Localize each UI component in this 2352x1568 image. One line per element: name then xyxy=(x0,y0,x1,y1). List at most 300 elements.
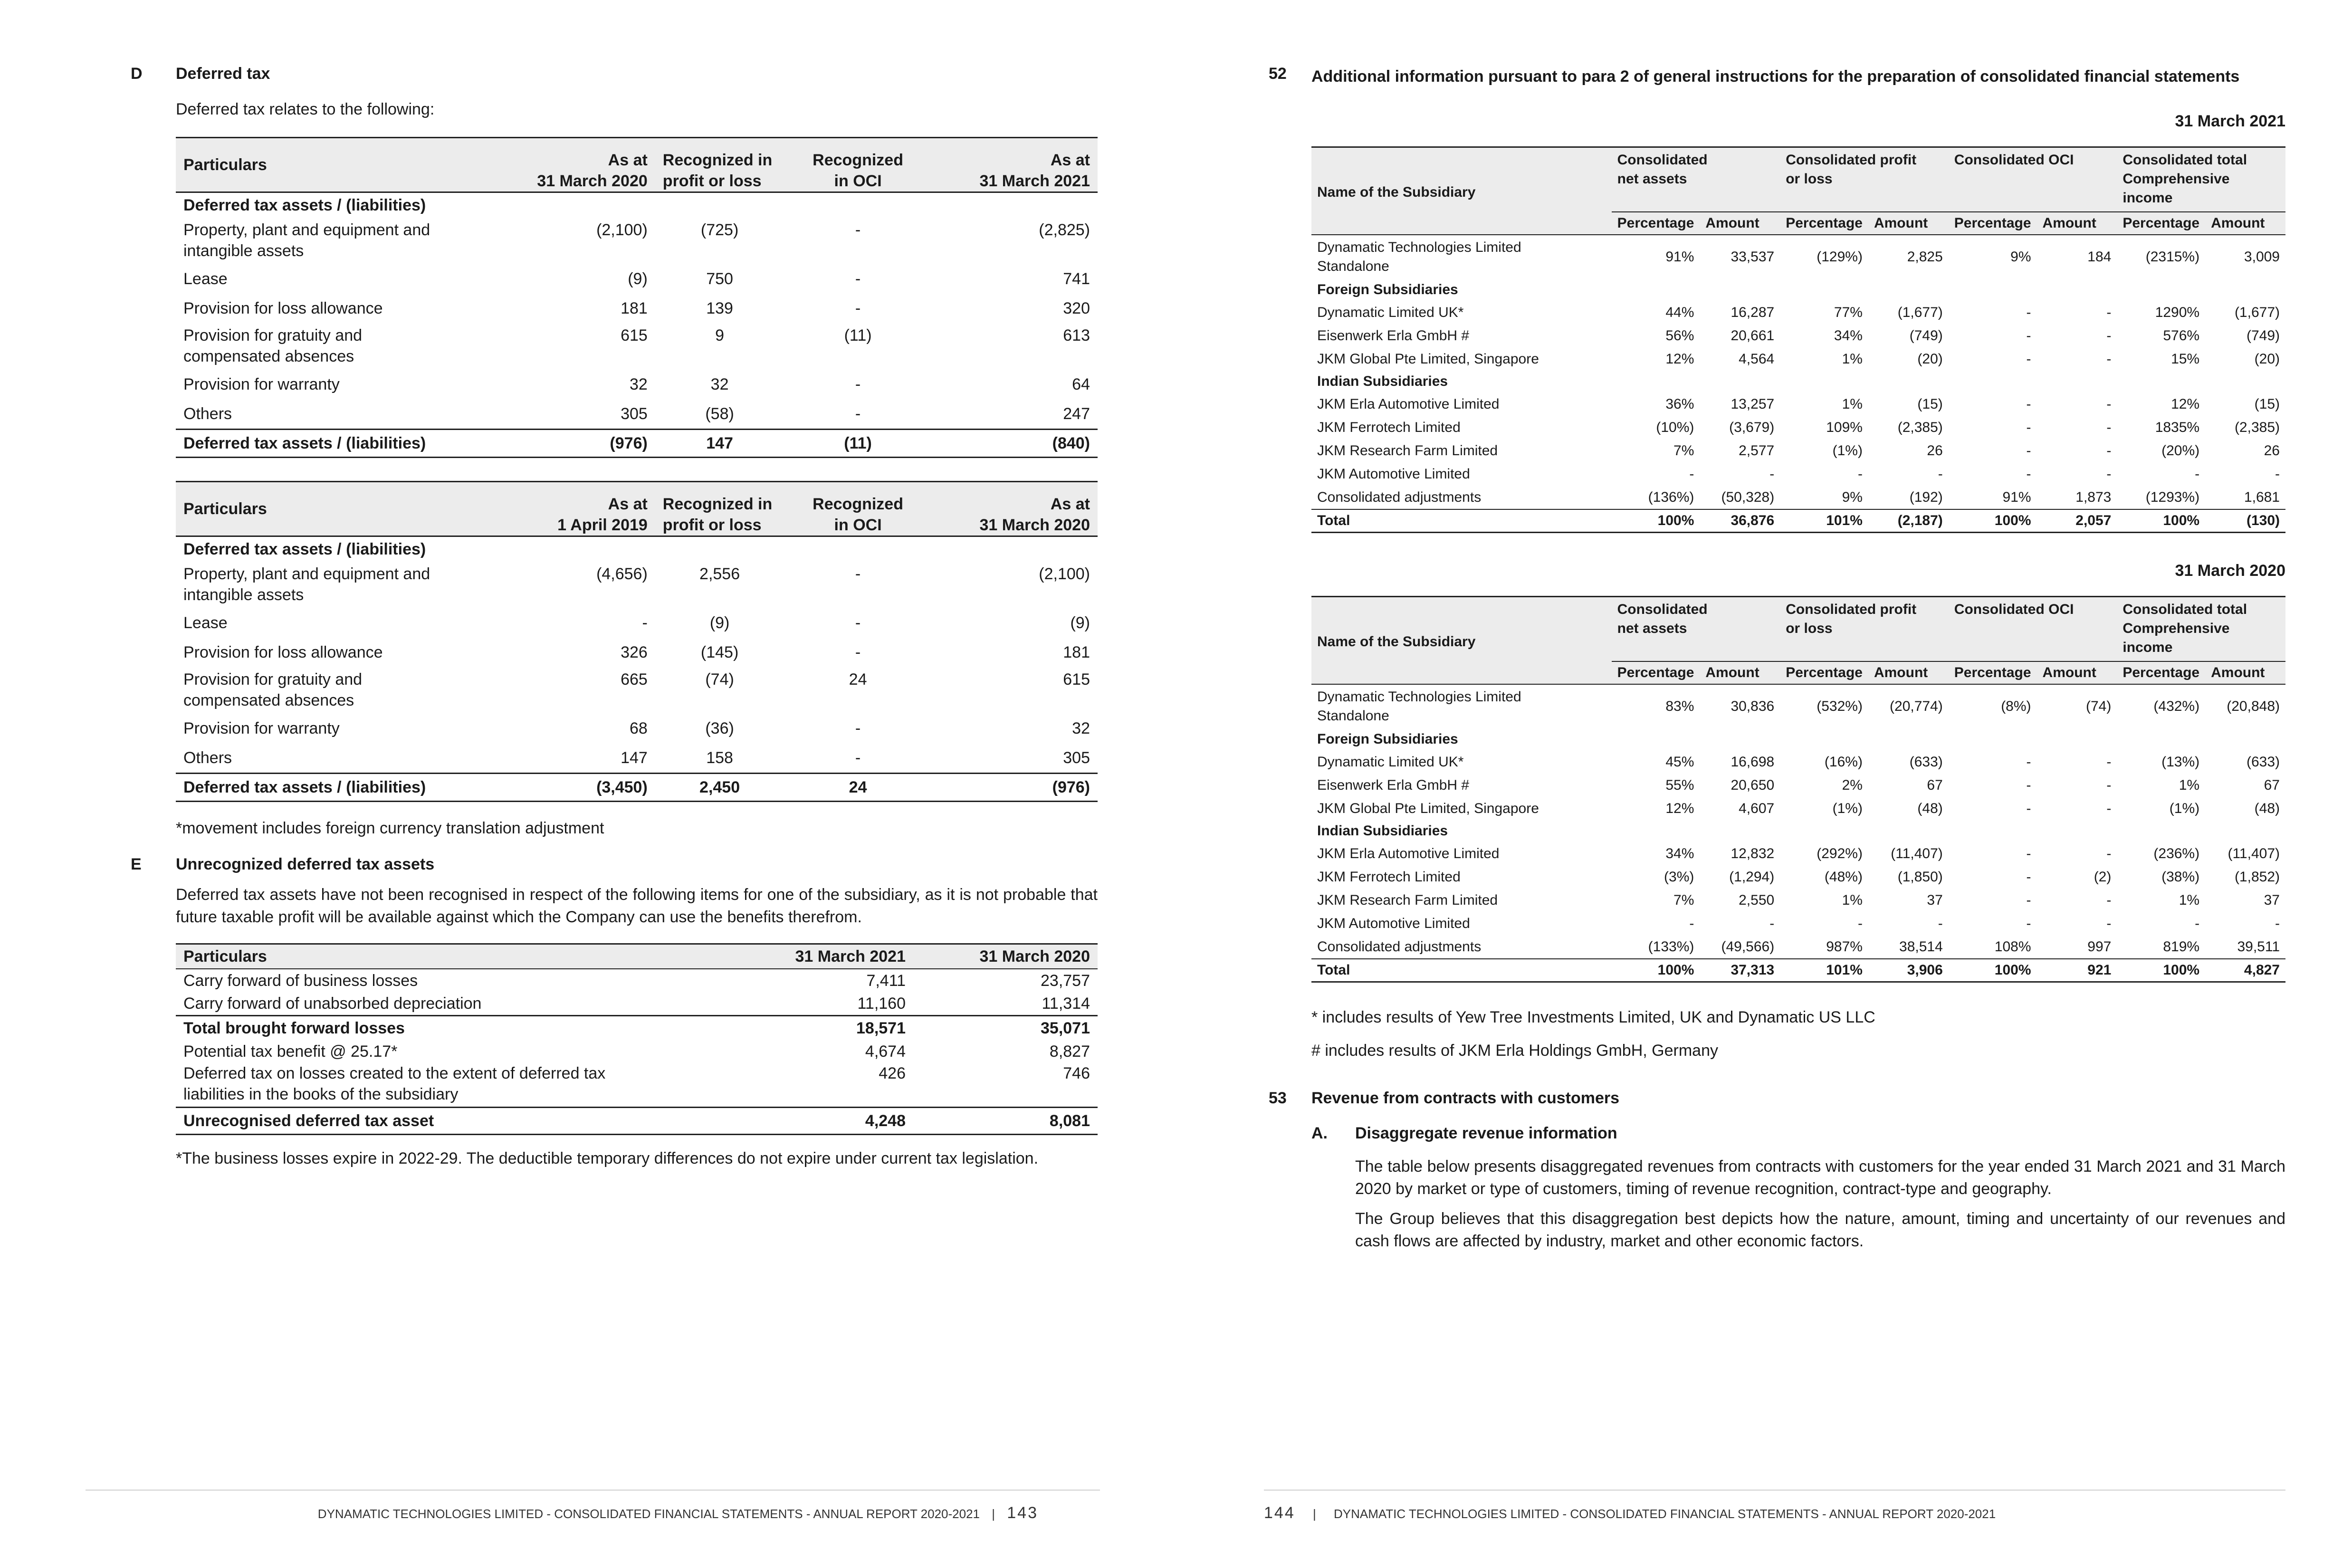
value-cell: - xyxy=(855,613,861,632)
amount-cell: - xyxy=(2275,466,2280,482)
subsidiary-name: Eisenwerk Erla GmbH # xyxy=(1317,327,1470,344)
column-header: As at 31 March 2020 xyxy=(517,138,655,192)
percentage-cell: (532%) xyxy=(1817,698,1863,714)
value-cell: 147 xyxy=(621,748,648,767)
table-row xyxy=(1311,774,2285,797)
subsidiary-name: Dynamatic Limited UK* xyxy=(1317,304,1464,320)
percentage-cell: - xyxy=(2026,777,2031,793)
expiry-note: *The business losses expire in 2022-29. The deductible temporary differences do not expire under current tax legislation. xyxy=(176,1149,1039,1167)
value-cell: (74) xyxy=(705,670,734,688)
value-cell: 8,827 xyxy=(1049,1042,1090,1061)
amount-header: Amount xyxy=(1868,212,1949,235)
footnote-hash: # includes results of JKM Erla Holdings GmbH, Germany xyxy=(1311,1042,1718,1060)
amount-header: Amount xyxy=(2205,212,2285,235)
period-2020: 31 March 2020 xyxy=(2175,562,2285,580)
right-page-number: 144 xyxy=(1264,1504,1295,1522)
value-cell: - xyxy=(855,719,861,737)
amount-cell: - xyxy=(2106,304,2112,320)
percentage-cell: 9% xyxy=(2010,249,2031,265)
amount-cell: (1,677) xyxy=(1897,304,1943,320)
amount-cell: 36,876 xyxy=(1700,509,1780,533)
column-header: Name of the Subsidiary xyxy=(1311,597,1612,685)
row-label: Provision for loss allowance xyxy=(183,643,383,661)
percentage-cell: 12% xyxy=(1665,351,1694,367)
group-header: Consolidated total Comprehensive income xyxy=(2117,147,2285,212)
amount-cell: 26 xyxy=(1927,442,1943,459)
table-row xyxy=(176,743,1098,774)
total-value: (11) xyxy=(784,430,931,458)
value-cell: 158 xyxy=(706,748,733,767)
table-row xyxy=(176,562,1098,608)
subsidiary-name: Consolidated adjustments xyxy=(1317,938,1482,955)
percentage-cell: 1% xyxy=(1842,396,1863,412)
row-label: Lease xyxy=(183,269,228,288)
table-row xyxy=(176,399,1098,430)
amount-cell: 1,873 xyxy=(2075,489,2112,505)
percentage-cell: 1290% xyxy=(2155,304,2200,320)
total-label: Deferred tax assets / (liabilities) xyxy=(176,430,517,458)
percentage-header: Percentage xyxy=(1612,212,1700,235)
table-row xyxy=(1311,865,2285,889)
percentage-cell: 91% xyxy=(2002,489,2031,505)
subsidiary-name: Dynamatic Technologies Limited Standalone xyxy=(1317,689,1521,724)
note53-number: 53 xyxy=(1269,1089,1287,1107)
percentage-cell: (292%) xyxy=(1817,845,1863,861)
section-row xyxy=(1311,371,2285,392)
amount-cell: (2,385) xyxy=(1897,419,1943,435)
table-row xyxy=(1311,912,2285,935)
amount-cell: 13,257 xyxy=(1731,396,1775,412)
table-row xyxy=(1311,439,2285,462)
subsidiary-name: JKM Research Farm Limited xyxy=(1317,892,1498,908)
note52-title: Additional information pursuant to para 2 of general instructions for the preparation of consolidated financial statements xyxy=(1311,67,2240,86)
table-row xyxy=(1311,486,2285,509)
section-row xyxy=(1311,279,2285,301)
amount-cell: 1,681 xyxy=(2244,489,2280,505)
section-row xyxy=(1311,820,2285,842)
amount-cell: (1,677) xyxy=(2234,304,2280,320)
value-cell: (58) xyxy=(705,404,734,423)
value-cell: (2,825) xyxy=(1039,221,1090,239)
percentage-cell: (13%) xyxy=(2161,754,2200,770)
value-cell: - xyxy=(855,748,861,767)
amount-cell: (2,187) xyxy=(1868,509,1949,533)
percentage-cell: - xyxy=(2026,915,2031,931)
section-d-letter: D xyxy=(131,65,143,83)
value-cell: 746 xyxy=(1063,1064,1090,1082)
table-row xyxy=(1311,416,2285,439)
table-header-row xyxy=(176,944,1098,969)
column-header: Particulars xyxy=(176,944,729,969)
subsidiary-name: JKM Ferrotech Limited xyxy=(1317,419,1461,435)
percentage-cell: 100% xyxy=(1949,959,2037,982)
percentage-cell: 7% xyxy=(1673,892,1694,908)
percentage-cell: 55% xyxy=(1665,777,1694,793)
percentage-header: Percentage xyxy=(1780,212,1868,235)
amount-cell: - xyxy=(2106,466,2112,482)
percentage-cell: (1%) xyxy=(2169,800,2200,816)
right-footer xyxy=(1264,1504,1996,1522)
amount-cell: (130) xyxy=(2205,509,2285,533)
value-cell: - xyxy=(642,613,648,632)
amount-cell: (1,850) xyxy=(1897,869,1943,885)
subsidiary-name: JKM Automotive Limited xyxy=(1317,466,1470,482)
section-label: Deferred tax assets / (liabilities) xyxy=(183,540,426,558)
percentage-cell: - xyxy=(2026,327,2031,344)
percentage-cell: 1835% xyxy=(2155,419,2200,435)
amount-cell: (1,294) xyxy=(1729,869,1775,885)
amount-header: Amount xyxy=(1700,661,1780,684)
percentage-cell: - xyxy=(1689,915,1694,931)
column-header: Recognized in profit or loss xyxy=(655,482,784,536)
amount-cell: 2,550 xyxy=(1739,892,1775,908)
amount-cell: - xyxy=(1769,466,1775,482)
table-row xyxy=(176,992,1098,1016)
table-row xyxy=(1311,324,2285,347)
column-header: Recognized in profit or loss xyxy=(655,138,784,192)
note52-number: 52 xyxy=(1269,65,1287,83)
amount-cell: (749) xyxy=(2246,327,2280,344)
value-cell: 741 xyxy=(1063,269,1090,288)
row-label: Potential tax benefit @ 25.17* xyxy=(183,1042,398,1061)
percentage-header: Percentage xyxy=(1780,661,1868,684)
amount-cell: 67 xyxy=(2264,777,2280,793)
movement-note: *movement includes foreign currency translation adjustment xyxy=(176,819,604,837)
total-value: (840) xyxy=(932,430,1098,458)
value-cell: 23,757 xyxy=(1041,971,1090,990)
amount-cell: (74) xyxy=(2086,698,2112,714)
amount-cell: (49,566) xyxy=(1721,938,1775,955)
amount-cell: (20,848) xyxy=(2227,698,2280,714)
footer-rule xyxy=(86,1490,1100,1491)
amount-cell: (15) xyxy=(1917,396,1943,412)
table-header-row xyxy=(1311,147,2285,212)
amount-header: Amount xyxy=(2205,661,2285,684)
percentage-cell: (1%) xyxy=(1832,442,1863,459)
amount-cell: - xyxy=(2106,800,2112,816)
column-header: Recognized in OCI xyxy=(784,482,931,536)
value-cell: 11,160 xyxy=(857,994,906,1013)
percentage-cell: - xyxy=(2026,800,2031,816)
percentage-cell: - xyxy=(2026,396,2031,412)
percentage-cell: 108% xyxy=(1994,938,2031,955)
percentage-cell: 109% xyxy=(1826,419,1863,435)
subsidiary-name: Dynamatic Technologies Limited Standalone xyxy=(1317,239,1521,274)
row-label: Provision for gratuity and compensated absences xyxy=(183,670,363,709)
amount-cell: (2,385) xyxy=(2234,419,2280,435)
amount-cell: (11,407) xyxy=(2228,845,2280,861)
amount-cell: 30,836 xyxy=(1731,698,1775,714)
column-header: Recognized in OCI xyxy=(784,138,931,192)
row-label: Property, plant and equipment and intangible assets xyxy=(183,565,430,604)
value-cell: (725) xyxy=(700,221,739,239)
table-row xyxy=(1311,235,2285,279)
amount-cell: 20,661 xyxy=(1731,327,1775,344)
amount-cell: 16,698 xyxy=(1731,754,1775,770)
percentage-cell: (10%) xyxy=(1656,419,1694,435)
footer-separator: | xyxy=(992,1507,995,1521)
percentage-header: Percentage xyxy=(2117,212,2205,235)
subsidiary-name: Consolidated adjustments xyxy=(1317,489,1482,505)
value-cell: 4,674 xyxy=(865,1042,906,1061)
value-cell: 181 xyxy=(1063,643,1090,661)
percentage-cell: - xyxy=(1689,466,1694,482)
amount-cell: - xyxy=(1769,915,1775,931)
amount-cell: 2,577 xyxy=(1739,442,1775,459)
percentage-cell: 91% xyxy=(1665,249,1694,265)
percentage-cell: 100% xyxy=(2117,509,2205,533)
left-footer xyxy=(318,1504,1038,1522)
table-row xyxy=(1311,301,2285,324)
column-header: Particulars xyxy=(176,482,517,536)
total-row xyxy=(1311,509,2285,533)
amount-cell: (48) xyxy=(2254,800,2280,816)
amount-cell: 37 xyxy=(1927,892,1943,908)
value-cell: - xyxy=(855,643,861,661)
percentage-cell: 9% xyxy=(1842,489,1863,505)
amount-cell: 12,832 xyxy=(1731,845,1775,861)
subsidiary-name: Eisenwerk Erla GmbH # xyxy=(1317,777,1470,793)
total-value: 147 xyxy=(655,430,784,458)
percentage-cell: - xyxy=(2026,304,2031,320)
value-cell: - xyxy=(855,299,861,317)
value-cell: 24 xyxy=(849,670,867,688)
percentage-cell: (136%) xyxy=(1648,489,1694,505)
table-row xyxy=(176,714,1098,743)
percentage-cell: 100% xyxy=(1612,509,1700,533)
value-cell: - xyxy=(855,565,861,583)
table-row xyxy=(176,264,1098,294)
subsidiary-name: Total xyxy=(1311,509,1612,533)
section-e-letter: E xyxy=(131,855,142,873)
percentage-cell: 101% xyxy=(1780,959,1868,982)
percentage-cell: 12% xyxy=(2171,396,2200,412)
total-value: 2,450 xyxy=(655,774,784,802)
subsidiary-name: JKM Erla Automotive Limited xyxy=(1317,396,1500,412)
amount-cell: 37 xyxy=(2264,892,2280,908)
total-row xyxy=(176,774,1098,802)
note53-sub-title: Disaggregate revenue information xyxy=(1355,1124,1617,1142)
amount-header: Amount xyxy=(1868,661,1949,684)
value-cell: 64 xyxy=(1072,375,1090,393)
value-cell: (145) xyxy=(700,643,739,661)
amount-cell: - xyxy=(2106,777,2112,793)
unrecognized-dta-table xyxy=(176,943,1098,1135)
row-label: Provision for warranty xyxy=(183,375,340,393)
row-label: Total brought forward losses xyxy=(176,1016,729,1041)
left-footer-text: DYNAMATIC TECHNOLOGIES LIMITED - CONSOLIDATED FINANCIAL STATEMENTS - ANNUAL REPORT 2020-2021 xyxy=(317,1507,980,1521)
amount-cell: 3,906 xyxy=(1868,959,1949,982)
amount-cell: - xyxy=(2106,442,2112,459)
section-d-intro: Deferred tax relates to the following: xyxy=(176,100,435,118)
right-footer-text: DYNAMATIC TECHNOLOGIES LIMITED - CONSOLIDATED FINANCIAL STATEMENTS - ANNUAL REPORT 2020-2021 xyxy=(1333,1507,1996,1521)
total-value: 24 xyxy=(784,774,931,802)
amount-cell: (48) xyxy=(1917,800,1943,816)
section-label: Indian Subsidiaries xyxy=(1317,823,1448,839)
table-row xyxy=(176,370,1098,399)
amount-cell: 20,650 xyxy=(1731,777,1775,793)
table-row xyxy=(1311,392,2285,416)
amount-cell: - xyxy=(2106,419,2112,435)
value-cell: 615 xyxy=(1063,670,1090,688)
percentage-cell: 15% xyxy=(2171,351,2200,367)
amount-cell: 4,607 xyxy=(1739,800,1775,816)
amount-cell: (749) xyxy=(1909,327,1943,344)
amount-cell: (633) xyxy=(1909,754,1943,770)
note53-para1: The table below presents disaggregated revenues from contracts with customers for the year ended 31 March 2021 and 31 March 2020 by market or type of customers, timing of revenue recognition, contract-type and geography. xyxy=(1355,1157,2285,1198)
total-row xyxy=(176,430,1098,458)
subsidiary-name: JKM Erla Automotive Limited xyxy=(1317,845,1500,861)
group-header: Consolidated OCI xyxy=(1949,147,2117,212)
percentage-header: Percentage xyxy=(1949,661,2037,684)
value-cell: 8,081 xyxy=(913,1108,1098,1135)
table-row xyxy=(176,218,1098,264)
table-row xyxy=(176,1040,1098,1063)
section-label: Foreign Subsidiaries xyxy=(1317,282,1458,297)
percentage-cell: (20%) xyxy=(2161,442,2200,459)
percentage-cell: (3%) xyxy=(1664,869,1694,885)
amount-cell: - xyxy=(2106,396,2112,412)
value-cell: 305 xyxy=(1063,748,1090,767)
row-label: Provision for loss allowance xyxy=(183,299,383,317)
group-header: Consolidated profit or loss xyxy=(1780,597,1949,662)
subsidiary-name: JKM Automotive Limited xyxy=(1317,915,1470,931)
value-cell: 305 xyxy=(621,404,648,423)
percentage-cell: 819% xyxy=(2163,938,2200,955)
column-header: As at 31 March 2021 xyxy=(932,138,1098,192)
amount-cell: 997 xyxy=(2087,938,2112,955)
total-row xyxy=(1311,959,2285,982)
group-header: Consolidated profit or loss xyxy=(1780,147,1949,212)
row-label: Provision for warranty xyxy=(183,719,340,737)
table-row xyxy=(176,667,1098,714)
subsidiary-name: JKM Research Farm Limited xyxy=(1317,442,1498,459)
row-label: Others xyxy=(183,748,232,767)
amount-cell: 38,514 xyxy=(1899,938,1943,955)
percentage-header: Percentage xyxy=(1949,212,2037,235)
percentage-cell: (133%) xyxy=(1648,938,1694,955)
percentage-cell: 101% xyxy=(1780,509,1868,533)
footer-separator: | xyxy=(1312,1507,1316,1521)
deferred-tax-table-2020 xyxy=(176,481,1098,802)
value-cell: 615 xyxy=(621,326,648,344)
column-header: As at 31 March 2020 xyxy=(932,482,1098,536)
right-footer-rule xyxy=(1264,1490,2285,1491)
value-cell: 32 xyxy=(629,375,648,393)
group-header: Consolidated OCI xyxy=(1949,597,2117,662)
table-row xyxy=(176,969,1098,992)
amount-cell: (20) xyxy=(2254,351,2280,367)
amount-cell: - xyxy=(2106,892,2112,908)
table-row xyxy=(176,608,1098,638)
section-row xyxy=(176,536,1098,562)
value-cell: 326 xyxy=(621,643,648,661)
amount-cell: (11,407) xyxy=(1891,845,1943,861)
percentage-cell: 7% xyxy=(1673,442,1694,459)
percentage-cell: 12% xyxy=(1665,800,1694,816)
value-cell: 9 xyxy=(715,326,725,344)
table-row xyxy=(1311,935,2285,959)
group-header: Consolidated net assets xyxy=(1612,597,1780,662)
column-header: Name of the Subsidiary xyxy=(1311,147,1612,235)
amount-cell: 921 xyxy=(2037,959,2117,982)
percentage-cell: 1% xyxy=(2179,892,2200,908)
value-cell: 68 xyxy=(629,719,648,737)
value-cell: 665 xyxy=(621,670,648,688)
percentage-cell: - xyxy=(2026,419,2031,435)
value-cell: - xyxy=(855,404,861,423)
value-cell: (36) xyxy=(705,719,734,737)
table-row xyxy=(176,1016,1098,1041)
percentage-cell: 1% xyxy=(1842,892,1863,908)
percentage-cell: - xyxy=(2026,754,2031,770)
table-header-row xyxy=(176,138,1098,192)
amount-cell: (3,679) xyxy=(1729,419,1775,435)
percentage-cell: - xyxy=(2026,845,2031,861)
amount-cell: 67 xyxy=(1927,777,1943,793)
percentage-cell: - xyxy=(2026,442,2031,459)
table-row xyxy=(1311,889,2285,912)
section-e-title: Unrecognized deferred tax assets xyxy=(176,855,435,873)
subsidiary-name: Total xyxy=(1311,959,1612,982)
value-cell: 11,314 xyxy=(1042,994,1090,1013)
percentage-cell: (129%) xyxy=(1817,249,1863,265)
note53-para2: The Group believes that this disaggregation best depicts how the nature, amount, timing and uncertainty of our revenues and cash flows are affected by industry, market and other economic factors. xyxy=(1355,1210,2285,1250)
value-cell: - xyxy=(855,269,861,288)
value-cell: (11) xyxy=(844,326,872,344)
percentage-cell: 34% xyxy=(1665,845,1694,861)
row-label: Others xyxy=(183,404,232,423)
subsidiary-table-2020 xyxy=(1311,596,2285,983)
value-cell: 32 xyxy=(1072,719,1090,737)
value-cell: (9) xyxy=(709,613,730,632)
value-cell: 426 xyxy=(879,1064,906,1082)
percentage-cell: 1% xyxy=(1842,351,1863,367)
percentage-cell: 1% xyxy=(2179,777,2200,793)
column-header: 31 March 2020 xyxy=(913,944,1098,969)
value-cell: 320 xyxy=(1063,299,1090,317)
table-row xyxy=(176,1108,1098,1135)
table-row xyxy=(1311,684,2285,728)
deferred-tax-table-2021 xyxy=(176,137,1098,458)
value-cell: - xyxy=(855,221,861,239)
amount-cell: - xyxy=(2275,915,2280,931)
percentage-cell: 100% xyxy=(1612,959,1700,982)
row-label: Carry forward of business losses xyxy=(183,971,418,990)
value-cell: 18,571 xyxy=(729,1016,913,1041)
amount-cell: 39,511 xyxy=(2237,938,2280,955)
amount-cell: (50,328) xyxy=(1721,489,1775,505)
left-page-number: 143 xyxy=(1007,1504,1038,1522)
percentage-cell: 45% xyxy=(1665,754,1694,770)
table-row xyxy=(1311,750,2285,774)
column-header: 31 March 2021 xyxy=(729,944,913,969)
group-header: Consolidated net assets xyxy=(1612,147,1780,212)
percentage-cell: - xyxy=(1857,466,1863,482)
subsidiary-table-2021 xyxy=(1311,146,2285,533)
percentage-cell: 83% xyxy=(1665,698,1694,714)
amount-cell: 2,057 xyxy=(2037,509,2117,533)
amount-header: Amount xyxy=(2037,212,2117,235)
percentage-cell: - xyxy=(2195,466,2200,482)
value-cell: 2,556 xyxy=(699,565,740,583)
amount-cell: - xyxy=(2106,845,2112,861)
value-cell: (9) xyxy=(628,269,648,288)
footnote-star: * includes results of Yew Tree Investments Limited, UK and Dynamatic US LLC xyxy=(1311,1008,1875,1026)
row-label: Deferred tax on losses created to the extent of deferred tax liabilities in the books of the subsidiary xyxy=(183,1064,606,1103)
amount-cell: 33,537 xyxy=(1731,249,1775,265)
note53-sub-letter: A. xyxy=(1311,1124,1328,1142)
